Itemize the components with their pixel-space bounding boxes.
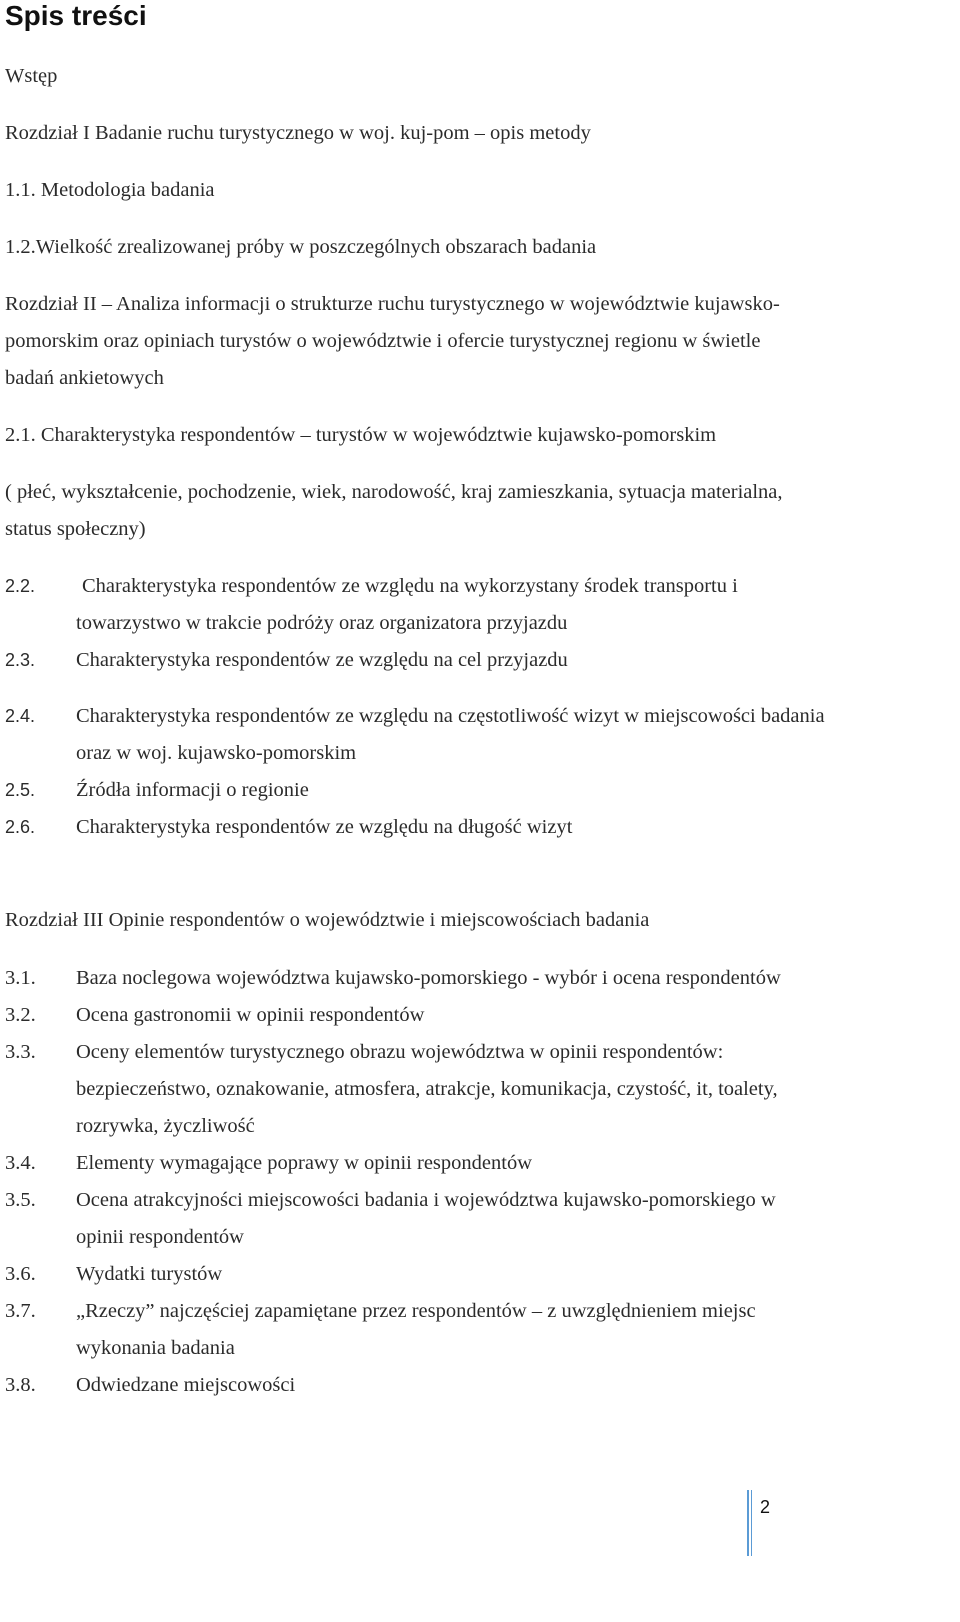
toc-item-text: wykonania badania (76, 1337, 235, 1359)
toc-item-text: Elementy wymagające poprawy w opinii respondentów (76, 1152, 532, 1174)
toc-item-text: Wielkość zrealizowanej próby w poszczególnych obszarach badania (35, 236, 597, 258)
toc-item-3-8[interactable] (5, 1367, 940, 1404)
toc-item-text: Wydatki turystów (76, 1263, 223, 1285)
toc-item-3-3[interactable] (5, 1034, 940, 1145)
toc-item-text: Ocena atrakcyjności miejscowości badania i województwa kujawsko-pomorskiego w (76, 1189, 776, 1211)
toc-item-text: Odwiedzane miejscowości (76, 1374, 296, 1396)
toc-item-2-5[interactable] (5, 772, 940, 809)
toc-chapter-3-heading[interactable]: Rozdział III Opinie respondentów o województwie i miejscowościach badania (5, 909, 650, 931)
page-number-bar (747, 1490, 749, 1556)
heading-line: pomorskim oraz opiniach turystów o województwie i ofercie turystycznej regionu w świetle (5, 330, 761, 352)
toc-item-number: 2.3. (5, 650, 36, 670)
toc-item-number: 3.2. (5, 1004, 36, 1026)
toc-item-number: 2.2. (5, 576, 36, 596)
toc-item-number: 3.5. (5, 1189, 36, 1211)
toc-item-text: Oceny elementów turystycznego obrazu województwa w opinii respondentów: (76, 1041, 724, 1063)
toc-item-text: Źródła informacji o regionie (76, 779, 309, 801)
toc-item-text: Charakterystyka respondentów ze względu na wykorzystany środek transportu i (82, 575, 738, 597)
toc-item-number: 3.4. (5, 1152, 36, 1174)
toc-chapter-1-heading[interactable]: Rozdział I Badanie ruchu turystycznego w woj. kuj-pom – opis metody (5, 122, 591, 144)
toc-item-text: Metodologia badania (40, 179, 215, 201)
toc-item-number: 1.1. (5, 179, 36, 201)
toc-item-number: 2.5. (5, 780, 36, 800)
toc-item-text: bezpieczeństwo, oznakowanie, atmosfera, atrakcje, komunikacja, czystość, it, toalety, (76, 1078, 778, 1100)
heading-line: Rozdział II – Analiza informacji o strukturze ruchu turystycznego w województwie kujawsko- (5, 293, 780, 315)
toc-item-3-6[interactable] (5, 1256, 940, 1293)
toc-item-number: 2.4. (5, 706, 36, 726)
toc-item-3-4[interactable] (5, 1145, 940, 1182)
toc-item-number: 1.2. (5, 236, 36, 258)
toc-item-text: opinii respondentów (76, 1226, 244, 1248)
page-title: Spis treści (5, 0, 147, 31)
toc-item-number: 3.3. (5, 1041, 36, 1063)
detail-line: ( płeć, wykształcenie, pochodzenie, wiek, narodowość, kraj zamieszkania, sytuacja materialna, (5, 481, 783, 503)
page-number: 2 (760, 1497, 771, 1517)
toc-item-2-6[interactable] (5, 809, 940, 846)
toc-item-3-5[interactable] (5, 1182, 940, 1256)
toc-item-text: Baza noclegowa województwa kujawsko-pomorskiego - wybór i ocena respondentów (76, 967, 781, 989)
toc-item-text: Charakterystyka respondentów ze względu na cel przyjazdu (76, 649, 568, 671)
toc-item-3-1[interactable] (5, 960, 940, 997)
toc-item-text: rozrywka, życzliwość (76, 1115, 255, 1137)
toc-item-1-1[interactable] (5, 172, 945, 209)
toc-item-number: 3.7. (5, 1300, 36, 1322)
toc-item-3-2[interactable] (5, 997, 940, 1034)
toc-item-3-7[interactable] (5, 1293, 940, 1367)
heading-line: badań ankietowych (5, 367, 164, 389)
toc-item-text: Ocena gastronomii w opinii respondentów (76, 1004, 425, 1026)
toc-item-1-2[interactable] (5, 229, 945, 266)
detail-line: status społeczny) (5, 518, 146, 540)
toc-item-number: 2.6. (5, 817, 36, 837)
toc-item-number: 3.1. (5, 967, 36, 989)
toc-item-number: 3.8. (5, 1374, 36, 1396)
toc-item-number: 3.6. (5, 1263, 36, 1285)
toc-intro[interactable]: Wstęp (5, 65, 58, 87)
toc-item-2-4[interactable] (5, 698, 940, 772)
toc-item-2-1[interactable]: 2.1. Charakterystyka respondentów – turystów w województwie kujawsko-pomorskim (5, 424, 717, 446)
toc-item-text: Charakterystyka respondentów ze względu na długość wizyt (76, 816, 573, 838)
toc-item-text: „Rzeczy” najczęściej zapamiętane przez respondentów – z uwzględnieniem miejsc (76, 1300, 756, 1322)
toc-item-text: towarzystwo w trakcie podróży oraz organizatora przyjazdu (76, 612, 568, 634)
toc-item-2-3[interactable] (5, 642, 940, 679)
toc-item-2-2[interactable] (5, 568, 940, 642)
toc-item-text: Charakterystyka respondentów ze względu na częstotliwość wizyt w miejscowości badania (76, 705, 825, 727)
toc-item-text: oraz w woj. kujawsko-pomorskim (76, 742, 357, 764)
page-number-bar-thin (751, 1490, 752, 1556)
